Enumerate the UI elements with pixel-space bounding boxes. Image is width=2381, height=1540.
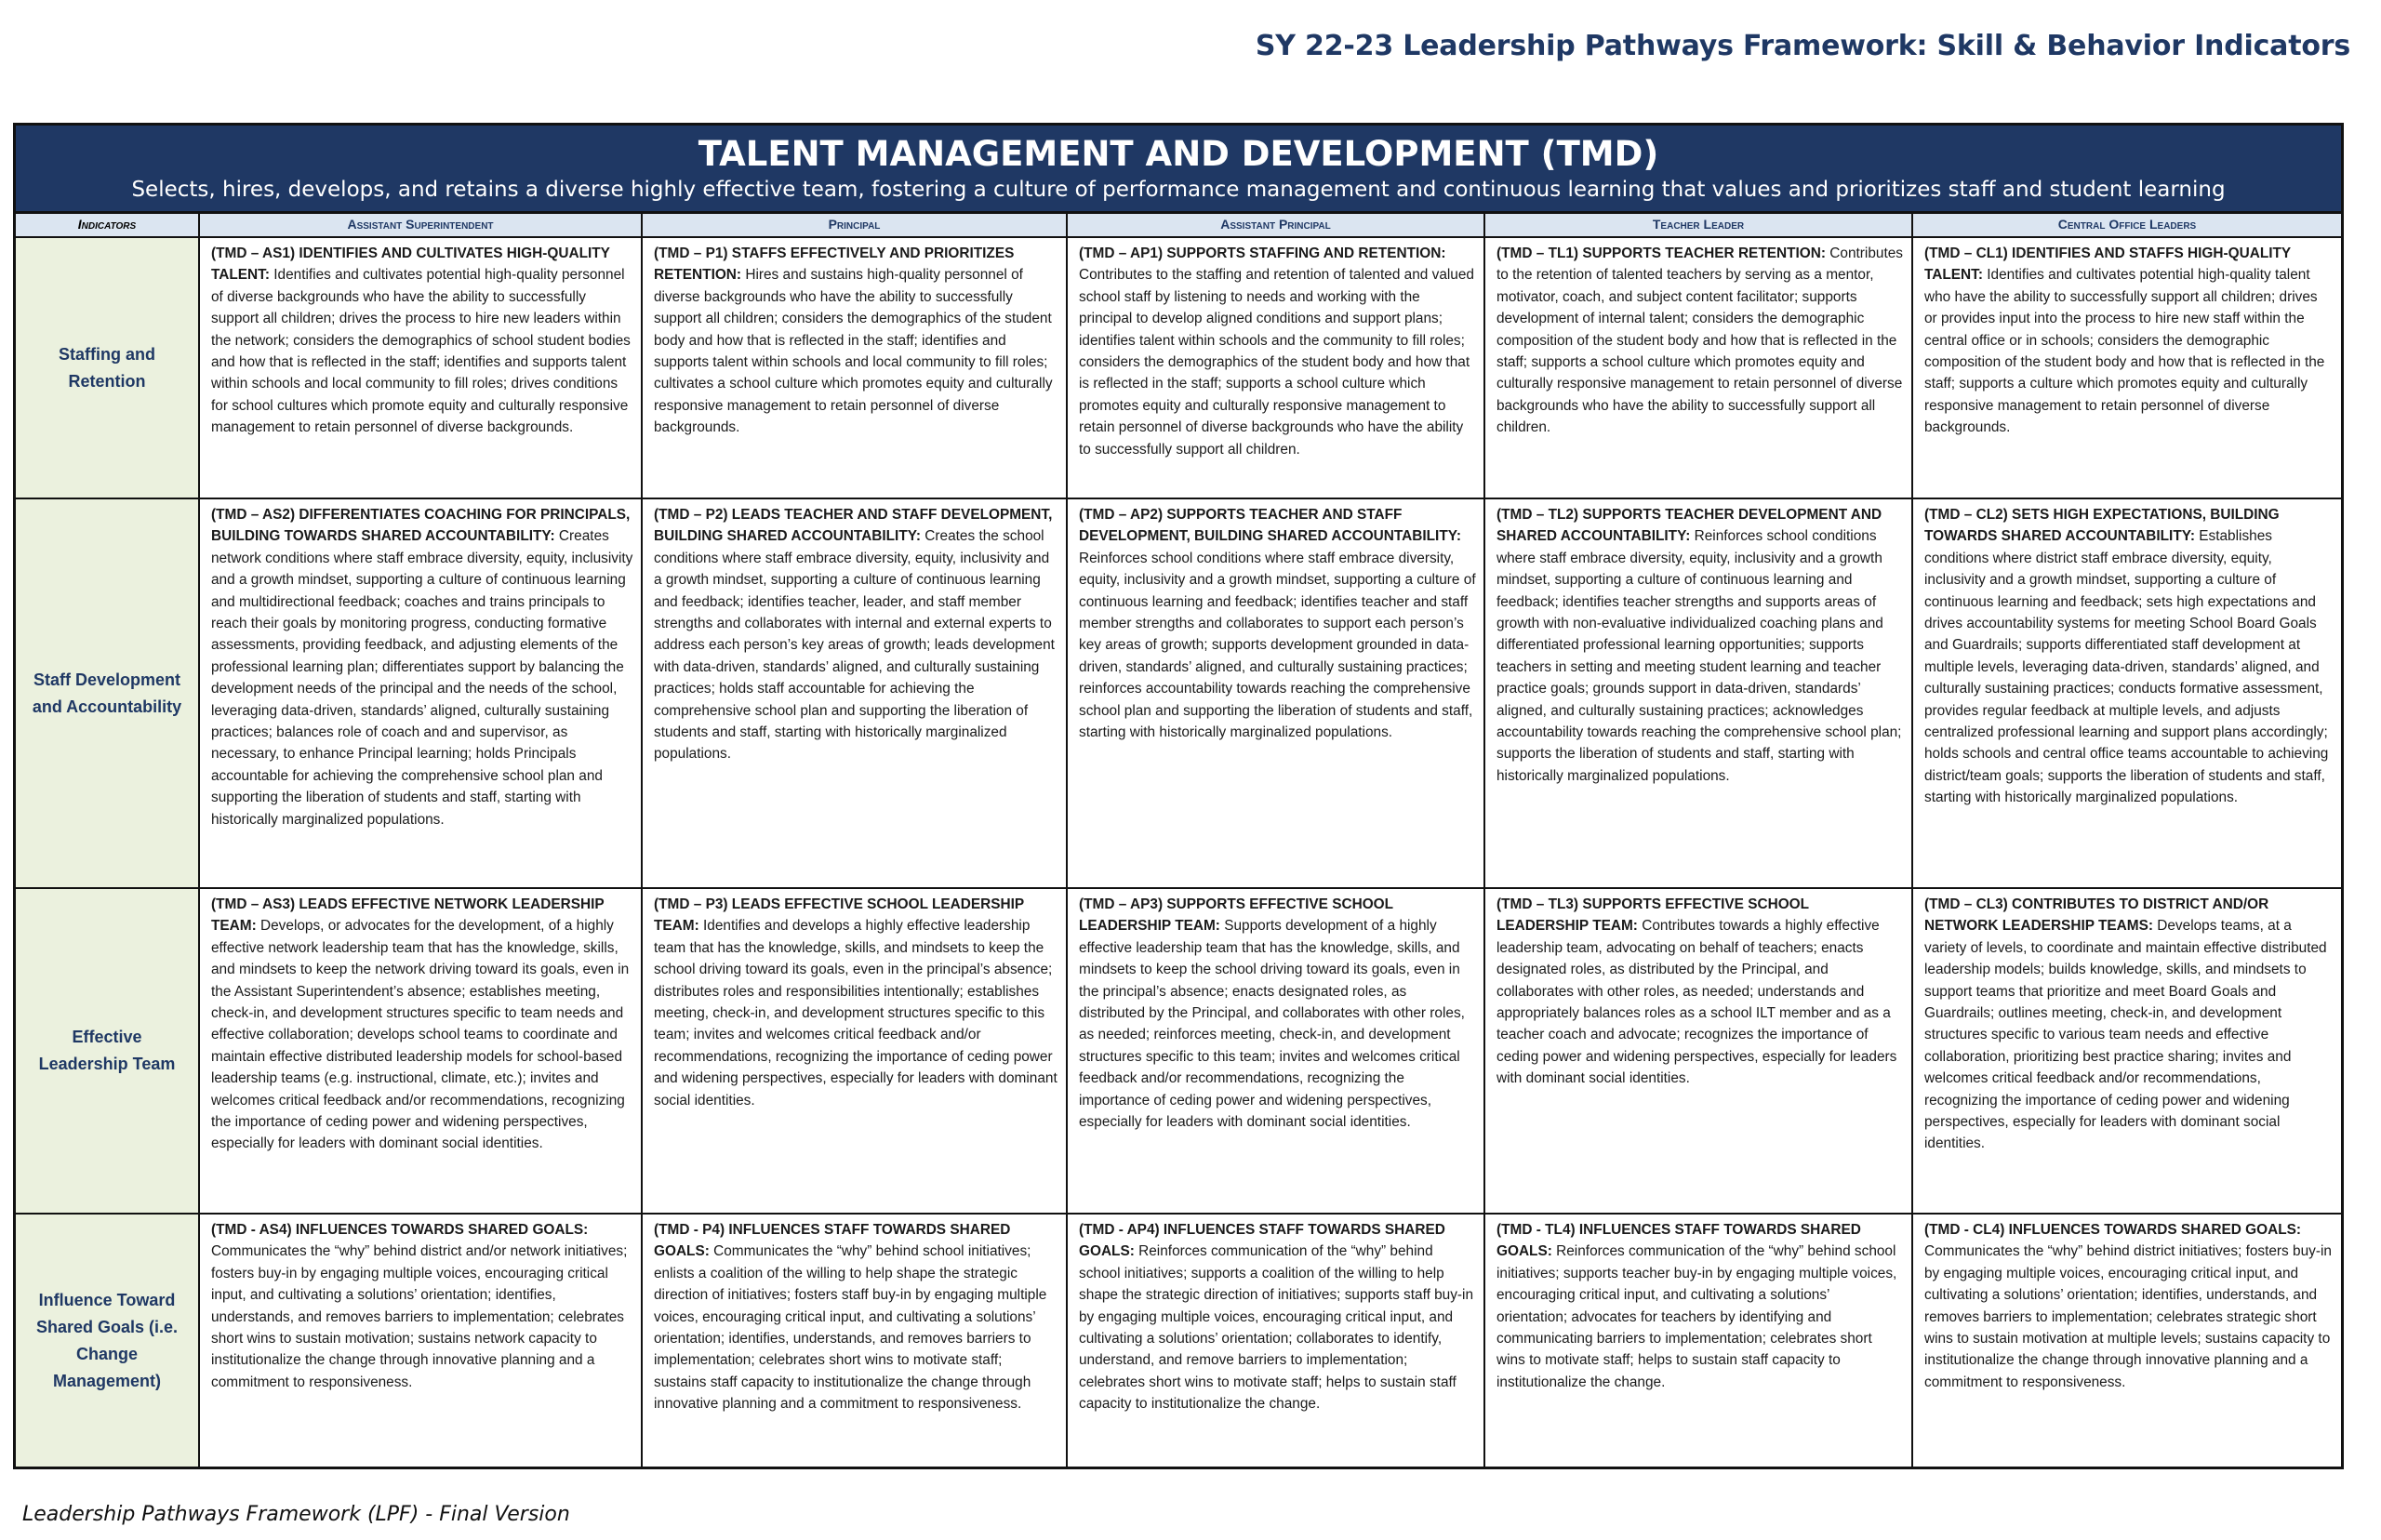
table-cell <box>1913 499 2341 889</box>
section-banner <box>16 126 2341 214</box>
cell-heading: (TMD – CL3) CONTRIBUTES TO DISTRICT AND/OR NETWORK LEADERSHIP TEAMS: <box>1924 896 2269 935</box>
column-header-assistant-superintendent: Assistant Superintendent <box>200 214 643 238</box>
banner-subtitle: Selects, hires, develops, and retains a diverse highly effective team, fostering a culture of performance management and continuous learning that values and prioritizes staff and student learning <box>131 178 2226 202</box>
cell-heading: (TMD – P3) LEADS EFFECTIVE SCHOOL LEADERSHIP TEAM: <box>654 896 1024 935</box>
cell-text: Reinforces school conditions where staff embrace diversity, equity, inclusivity and a growth mindset, supporting a culture of continuous learning and feedback; identifies teacher strengths and supports areas of growth with non-evaluative individualized coaching plans and differentiated professional learning opportunities; supports teachers in setting and meeting student learning and teacher practice goals; grounds support in data-driven, standards’ aligned, and culturally sustaining practices; acknowledges accountability towards reaching the comprehensive school plan; supports the liberation of students and staff, starting with historically marginalized populations. <box>1496 528 1902 784</box>
cell-heading: (TMD – P1) STAFFS EFFECTIVELY AND PRIORITIZES RETENTION: <box>654 246 1015 284</box>
cell-heading: (TMD - AS4) INFLUENCES TOWARDS SHARED GOALS: <box>211 1222 589 1238</box>
cell-heading: (TMD – TL3) SUPPORTS EFFECTIVE SCHOOL LEADERSHIP TEAM: <box>1496 896 1809 935</box>
indicator-staff-development: Staff Development and Accountability <box>16 499 200 889</box>
cell-heading: (TMD – AP1) SUPPORTS STAFFING AND RETENTION: <box>1079 246 1446 261</box>
cell-heading: (TMD – CL1) IDENTIFIES AND STAFFS HIGH-QUALITY TALENT: <box>1924 246 2291 284</box>
cell-text: Develops, or advocates for the development, of a highly effective network leadership team that has the knowledge, skills, and mindsets to keep the network driving toward its goals, even in the Assistant Superintendent’s absence; establishes meeting, check-in, and development structures specific to team needs and effective collaboration; develops school teams to coordinate and maintain effective distributed leadership models for school-based leadership teams (e.g. instructional, climate, etc.); invites and welcomes critical feedback and/or recommendations, recognizing the importance of ceding power and widening perspectives, especially for leaders with dominant social identities. <box>211 918 630 1152</box>
column-header-central-office-leaders: Central Office Leaders <box>1913 214 2341 238</box>
indicator-effective-leadership-team: Effective Leadership Team <box>16 889 200 1215</box>
table-cell <box>643 238 1068 499</box>
table-cell <box>200 238 643 499</box>
table-cell <box>1913 238 2341 499</box>
cell-heading: (TMD - CL4) INFLUENCES TOWARDS SHARED GOALS: <box>1924 1222 2301 1238</box>
table-cell <box>1068 499 1485 889</box>
cell-text: Identifies and cultivates potential high-quality talent who have the ability to successfully support all children; drives or provides input into the process to hire new staff within the central office or in schools; considers the demographic composition of the student body and how that is reflected in the staff; supports a culture which promotes equity and culturally responsive management to retain personnel of diverse backgrounds. <box>1924 267 2325 436</box>
footer-note: Leadership Pathways Framework (LPF) - Final Version <box>22 1503 570 1526</box>
banner-title: TALENT MANAGEMENT AND DEVELOPMENT (TMD) <box>698 134 1659 174</box>
table-cell <box>1485 889 1913 1215</box>
cell-heading: (TMD – TL2) SUPPORTS TEACHER DEVELOPMENT AND SHARED ACCOUNTABILITY: <box>1496 507 1882 545</box>
cell-text: Reinforces communication of the “why” behind school initiatives; supports a coalition of the willing to help shape the strategic direction of initiatives; supports staff buy-in by engaging multiple voices, encouraging critical input, and cultivating a solutions’ orientation; collaborates to identify, understand, and remove barriers to implementation; celebrates short wins to motivate staff; helps to sustain staff capacity to institutionalize the change. <box>1079 1243 1474 1413</box>
cell-heading: (TMD - P4) INFLUENCES STAFF TOWARDS SHARED GOALS: <box>654 1222 1011 1260</box>
table-cell <box>1068 889 1485 1215</box>
cell-text: Hires and sustains high-quality personnel of diverse backgrounds who have the ability to successfully support all children; considers the demographics of the student body and how that is reflected in the staff; identifies and supports talent within schools and local community to fill roles; cultivates a school culture which promotes equity and culturally responsive management to retain personnel of diverse backgrounds. <box>654 267 1053 436</box>
cell-text: Creates the school conditions where staff embrace diversity, equity, inclusivity and a growth mindset, supporting a culture of continuous learning and feedback; identifies teacher, leader, and staff member strengths and collaborates with internal and external experts to address each person’s key areas of growth; leads development with data-driven, standards’ aligned, and culturally sustaining practices; holds staff accountable for achieving the comprehensive school plan and supporting the liberation of students and staff, starting with historically marginalized populations. <box>654 528 1055 763</box>
table-cell <box>643 889 1068 1215</box>
indicator-staffing-retention: Staffing and Retention <box>16 238 200 499</box>
table-cell <box>1913 1215 2341 1467</box>
cell-heading: (TMD – CL2) SETS HIGH EXPECTATIONS, BUILDING TOWARDS SHARED ACCOUNTABILITY: <box>1924 507 2280 545</box>
indicator-influence-shared-goals: Influence Toward Shared Goals (i.e. Change Management) <box>16 1215 200 1467</box>
cell-text: Establishes conditions where district staff embrace diversity, equity, inclusivity and a growth mindset, supporting a culture of continuous learning and feedback; sets high expectations and drives accountability systems for meeting School Board Goals and Guardrails; supports differentiated staff development at multiple levels, leveraging data-driven, standards’ aligned, and culturally sustaining practices; conducts formative assessment, provides regular feedback at multiple levels, and adjusts centralized professional learning and support plans accordingly; holds schools and central office teams accountable to achieving district/team goals; supports the liberation of students and staff, starting with historically marginalized populations. <box>1924 528 2329 806</box>
cell-heading: (TMD – AS2) DIFFERENTIATES COACHING FOR PRINCIPALS, BUILDING TOWARDS SHARED ACCOUNTABILITY: <box>211 507 631 545</box>
cell-text: Reinforces communication of the “why” behind school initiatives; supports teacher buy-in by engaging multiple voices, encouraging critical input, and cultivating a solutions’ orientation; advocates for teachers by identifying and communicating barriers to implementation; celebrates short wins to motivate staff; helps to sustain staff capacity to institutionalize the change. <box>1496 1243 1897 1390</box>
column-header-assistant-principal: Assistant Principal <box>1068 214 1485 238</box>
cell-text: Develops teams, at a variety of levels, to coordinate and maintain effective distributed leadership models; builds knowledge, skills, and mindsets to support teams that prioritize and meet Board Goals and Guardrails; outlines meeting, check-in, and development structures specific to various team needs and effective collaboration, prioritizing best practice sharing; invites and welcomes critical feedback and/or recommendations, recognizing the importance of ceding power and widening perspectives, especially for leaders with dominant social identities. <box>1924 918 2327 1152</box>
cell-text: Contributes to the retention of talented teachers by serving as a mentor, motivator, coach, and subject content facilitator; supports development of internal talent; considers the demographic composition of the student body and how that is reflected in the staff; supports a school culture which promotes equity and culturally responsive management to retain personnel of diverse backgrounds who have the ability to successfully support all children. <box>1496 246 1903 436</box>
cell-text: Contributes towards a highly effective leadership team, advocating on behalf of teachers; enacts designated roles, as distributed by the Principal, and collaborates with other roles, as needed; understands and appropriately balances roles as a school ILT member and as a teacher coach and advocate; recognizes the importance of ceding power and widening perspectives, especially for leaders with dominant social identities. <box>1496 918 1897 1087</box>
cell-heading: (TMD - TL4) INFLUENCES STAFF TOWARDS SHARED GOALS: <box>1496 1222 1861 1260</box>
column-header-teacher-leader: Teacher Leader <box>1485 214 1913 238</box>
indicator-grid <box>16 214 2341 1467</box>
cell-text: Communicates the “why” behind school initiatives; enlists a coalition of the willing to help shape the strategic direction of initiatives; fosters staff buy-in by engaging multiple voices, encouraging critical input, and cultivating a solutions’ orientation; identifies, understands, and removes barriers to implementation; celebrates short wins to motivate staff; sustains staff capacity to institutionalize the change through innovative planning and a commitment to responsiveness. <box>654 1243 1047 1413</box>
column-header-principal: Principal <box>643 214 1068 238</box>
cell-text: Communicates the “why” behind district and/or network initiatives; fosters buy-in by engaging multiple voices, encouraging critical input, and cultivating a solutions’ orientation; identifies, understands, and removes barriers to implementation; celebrates short wins to sustain motivation; sustains network capacity to institutionalize the change through innovative planning and a commitment to responsiveness. <box>211 1243 628 1390</box>
table-cell <box>1485 499 1913 889</box>
table-cell <box>200 499 643 889</box>
cell-text: Identifies and cultivates potential high-quality personnel of diverse backgrounds who have the ability to successfully support all children; drives the process to hire new leaders within the network; considers the demographics of school student bodies and how that is reflected in the staff; identifies and supports talent within schools and local community to fill roles; drives conditions for school cultures which promote equity and culturally responsive management to retain personnel of diverse backgrounds. <box>211 267 631 436</box>
table-cell <box>643 1215 1068 1467</box>
cell-text: Communicates the “why” behind district initiatives; fosters buy-in by engaging multiple voices, encouraging critical input, and cultivating a solutions’ orientation; identifies, understands, and removes barriers to implementation; celebrates strategic short wins to sustain motivation at multiple levels; sustains capacity to institutionalize the change through innovative planning and a commitment to responsiveness. <box>1924 1243 2332 1390</box>
table-cell <box>1485 238 1913 499</box>
table-cell <box>1068 1215 1485 1467</box>
table-cell <box>1068 238 1485 499</box>
table-cell <box>200 1215 643 1467</box>
table-cell <box>643 499 1068 889</box>
framework-table-frame <box>13 123 2344 1469</box>
cell-heading: (TMD – TL1) SUPPORTS TEACHER RETENTION: <box>1496 246 1826 261</box>
cell-heading: (TMD – P2) LEADS TEACHER AND STAFF DEVELOPMENT, BUILDING SHARED ACCOUNTABILITY: <box>654 507 1053 545</box>
cell-heading: (TMD – AP2) SUPPORTS TEACHER AND STAFF DEVELOPMENT, BUILDING SHARED ACCOUNTABILITY: <box>1079 507 1461 545</box>
cell-heading: (TMD – AP3) SUPPORTS EFFECTIVE SCHOOL LEADERSHIP TEAM: <box>1079 896 1393 935</box>
cell-text: Identifies and develops a highly effective leadership team that has the knowledge, skills, and mindsets to keep the school driving toward its goals, even in the principal’s absence; distributes roles and responsibilities intentionally; establishes meeting, check-in, and development structures specific to this team; invites and welcomes critical feedback and/or recommendations, recognizing the importance of ceding power and widening perspectives, especially for leaders with dominant social identities. <box>654 918 1057 1109</box>
cell-text: Reinforces school conditions where staff embrace diversity, equity, inclusivity and a growth mindset, supporting a culture of continuous learning and feedback; identifies teacher and staff member strengths and collaborates to support each person’s key areas of growth; supports development grounded in data-driven, standards’ aligned, and culturally sustaining practices; reinforces accountability towards reaching the comprehensive school plan and supporting the liberation of students and staff, starting with historically marginalized populations. <box>1079 550 1476 741</box>
cell-heading: (TMD – AS3) LEADS EFFECTIVE NETWORK LEADERSHIP TEAM: <box>211 896 605 935</box>
column-header-indicators: Indicators <box>16 214 200 238</box>
cell-heading: (TMD – AS1) IDENTIFIES AND CULTIVATES HIGH-QUALITY TALENT: <box>211 246 610 284</box>
cell-text: Creates network conditions where staff embrace diversity, equity, inclusivity and a growth mindset, supporting a culture of continuous learning and multidirectional feedback; coaches and trains principals to reach their goals by monitoring progress, conducting formative assessments, providing feedback, and adjusting elements of the professional learning plan; differentiates support by balancing the development needs of the principal and the needs of the school, leveraging data-driven, standards’ aligned, culturally sustaining practices; balances role of coach and and supervisor, as necessary, to enhance Principal learning; holds Principals accountable for achieving the comprehensive school plan and supporting the liberation of students and staff, starting with historically marginalized populations. <box>211 528 633 828</box>
cell-text: Supports development of a highly effective leadership team that has the knowledge, skills, and mindsets to keep the school driving toward its goals, even in the principal’s absence; enacts designated roles, as distributed by the Principal, and collaborates with other roles, as needed; reinforces meeting, check-in, and development structures specific to this team; invites and welcomes critical feedback and/or recommendations, recognizing the importance of ceding power and widening perspectives, especially for leaders with dominant social identities. <box>1079 918 1465 1131</box>
table-cell <box>1913 889 2341 1215</box>
cell-text: Contributes to the staffing and retention of talented and valued school staff by listening to needs and working with the principal to develop aligned conditions and support plans; identifies talent within schools and the community to fill roles; considers the demographics of the student body and how that is reflected in the staff; supports a school culture which promotes equity and culturally responsive management to retain personnel of diverse backgrounds who have the ability to successfully support all children. <box>1079 267 1474 458</box>
table-cell <box>200 889 643 1215</box>
table-cell <box>1485 1215 1913 1467</box>
cell-heading: (TMD - AP4) INFLUENCES STAFF TOWARDS SHARED GOALS: <box>1079 1222 1445 1260</box>
document-title: SY 22-23 Leadership Pathways Framework: Skill & Behavior Indicators <box>1255 30 2350 62</box>
